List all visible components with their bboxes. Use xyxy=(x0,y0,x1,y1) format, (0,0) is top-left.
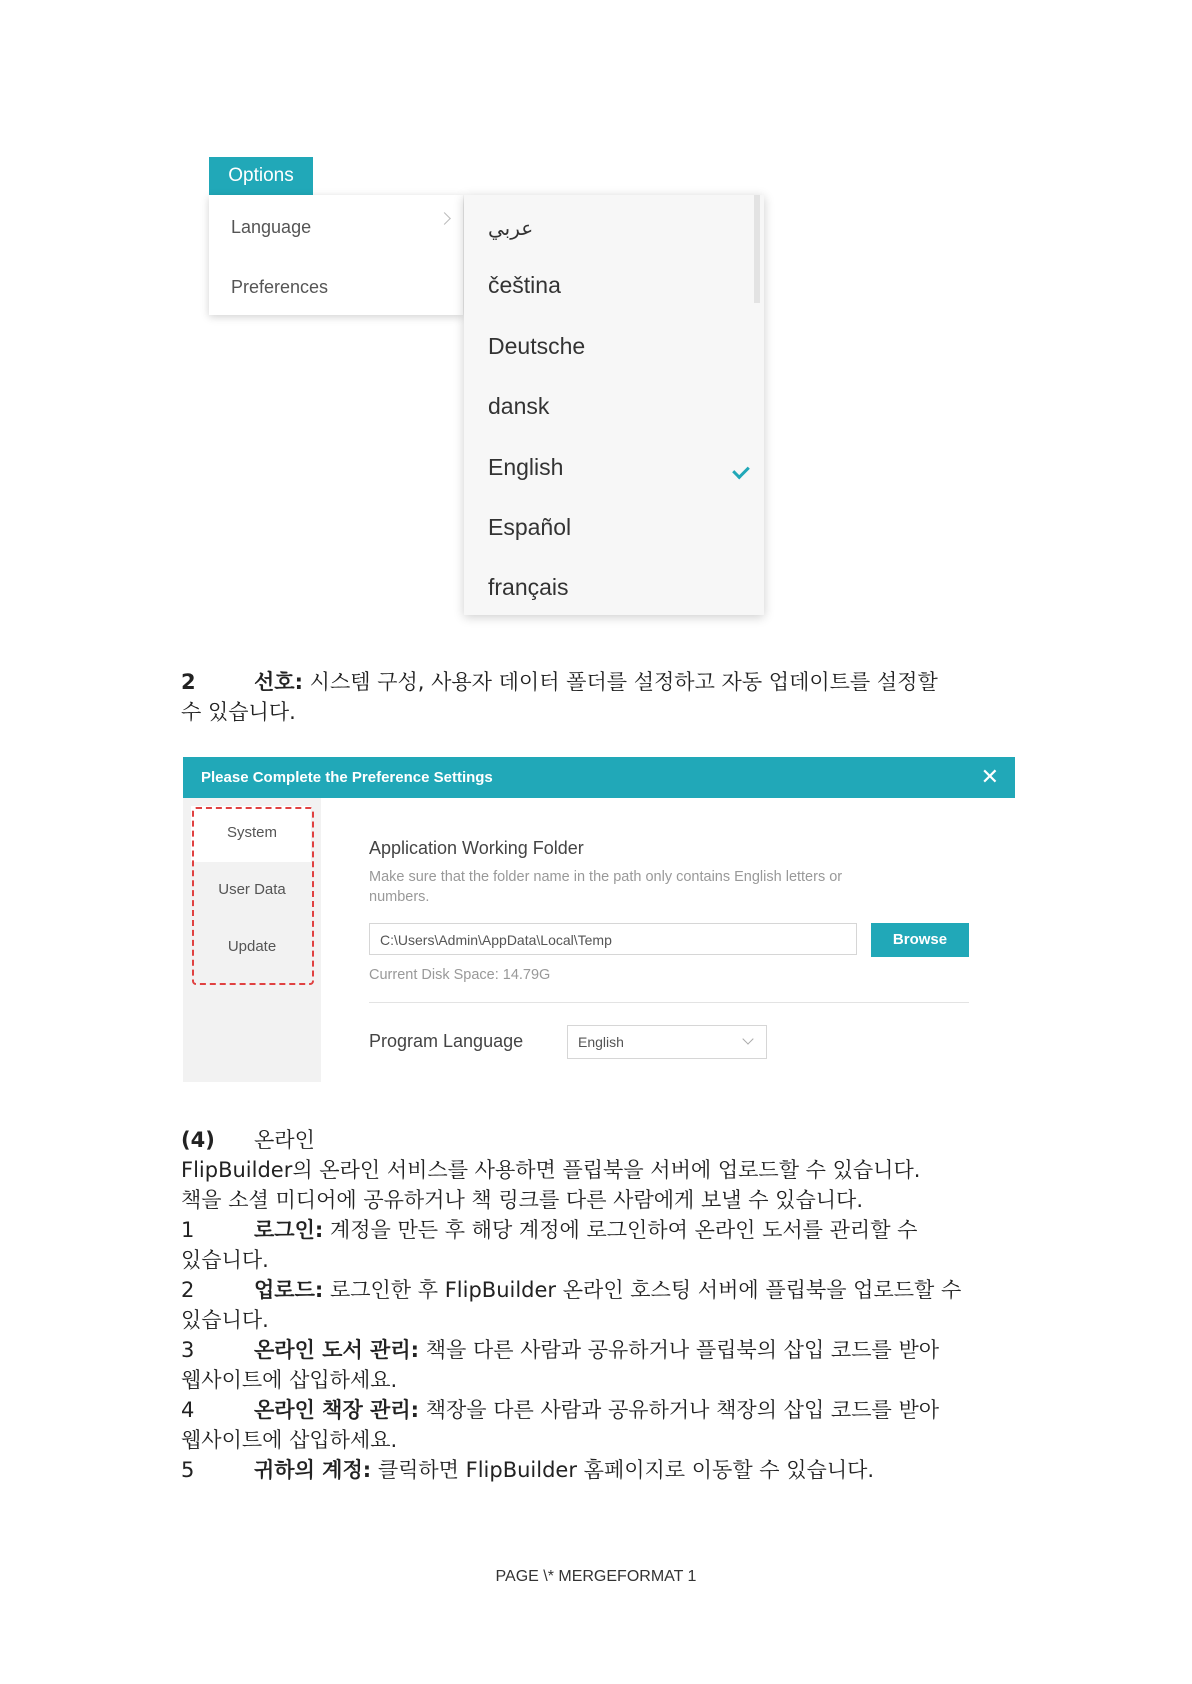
program-language-label: Program Language xyxy=(369,1031,524,1051)
options-tab[interactable]: Options xyxy=(209,157,313,195)
item-term: 온라인 책장 관리: xyxy=(254,1398,420,1422)
browse-button[interactable]: Browse xyxy=(871,923,969,957)
folder-path-input[interactable]: C:\Users\Admin\AppData\Local\Temp xyxy=(369,923,857,955)
language-option-danish[interactable]: dansk xyxy=(488,393,550,419)
item-text: 클릭하면 FlipBuilder 홈페이지로 이동할 수 있습니다. xyxy=(371,1458,875,1482)
sidebar-item-update[interactable]: Update xyxy=(227,938,277,955)
language-submenu xyxy=(464,195,764,615)
folder-title: Application Working Folder xyxy=(369,838,584,858)
language-option-german[interactable]: Deutsche xyxy=(488,333,586,359)
item-text: 로그인한 후 FlipBuilder 온라인 호스팅 서버에 플립북을 업로드할 수 xyxy=(323,1278,962,1302)
item-term: 온라인 도서 관리: xyxy=(254,1338,420,1362)
online-intro-line-1: FlipBuilder의 온라인 서비스를 사용하면 플립북을 서버에 업로드할 수 있습니다. xyxy=(181,1158,921,1182)
item-text: 계정을 만든 후 해당 계정에 로그인하여 온라인 도서를 관리할 수 xyxy=(323,1218,918,1242)
heading-text: 온라인 xyxy=(254,1128,315,1152)
disk-space-text: Current Disk Space: 14.79G xyxy=(369,967,551,983)
language-option-spanish[interactable]: Español xyxy=(488,514,572,540)
chevron-right-icon xyxy=(438,212,451,225)
highlight-box xyxy=(192,807,314,985)
item-number: 2 xyxy=(181,670,196,694)
sidebar-item-user-data[interactable]: User Data xyxy=(218,881,286,898)
item-number: 2 xyxy=(181,1278,195,1302)
language-option-french[interactable]: français xyxy=(488,574,569,600)
dialog-title: Please Complete the Preference Settings xyxy=(201,769,493,786)
dialog-header xyxy=(183,757,1015,798)
dialog-sidebar xyxy=(183,798,321,1082)
program-language-select[interactable] xyxy=(567,1025,767,1059)
folder-hint-line-1: Make sure that the folder name in the path only contains English letters or xyxy=(369,869,843,885)
item-term: 선호: xyxy=(254,670,303,694)
check-icon xyxy=(732,462,750,480)
close-icon[interactable]: ✕ xyxy=(980,765,999,790)
language-option-czech[interactable]: čeština xyxy=(488,272,561,298)
item-text-wrap: 있습니다. xyxy=(181,1308,269,1332)
item-number: 1 xyxy=(181,1218,195,1242)
item-text-wrap: 웹사이트에 삽입하세요. xyxy=(181,1428,398,1452)
item-text-wrap: 웹사이트에 삽입하세요. xyxy=(181,1368,398,1392)
item-term: 로그인: xyxy=(254,1218,324,1242)
heading-number: (4) xyxy=(181,1128,215,1152)
menu-item-language[interactable]: Language xyxy=(231,217,312,237)
online-intro-line-2: 책을 소셜 미디어에 공유하거나 책 링크를 다른 사람에게 보낼 수 있습니다. xyxy=(181,1188,864,1212)
item-text-wrap: 있습니다. xyxy=(181,1248,269,1272)
preference-dialog xyxy=(183,757,1015,1082)
item-text: 책을 다른 사람과 공유하거나 플립북의 삽입 코드를 받아 xyxy=(419,1338,940,1362)
item-number: 4 xyxy=(181,1398,195,1422)
page-footer: PAGE \* MERGEFORMAT 1 xyxy=(495,1568,697,1585)
program-language-value: English xyxy=(578,1034,624,1050)
language-option-arabic[interactable]: عربي xyxy=(488,218,534,240)
options-menu xyxy=(209,195,463,315)
sidebar-item-system[interactable]: System xyxy=(226,824,277,841)
chevron-down-icon xyxy=(742,1033,753,1044)
submenu-scrollbar[interactable] xyxy=(754,195,760,303)
item-text: 책장을 다른 사람과 공유하거나 책장의 삽입 코드를 받아 xyxy=(419,1398,940,1422)
divider xyxy=(369,1002,969,1003)
folder-hint-line-2: numbers. xyxy=(369,889,430,905)
item-term: 귀하의 계정: xyxy=(254,1458,372,1482)
menu-item-preferences[interactable]: Preferences xyxy=(231,277,329,297)
item-text-wrap: 수 있습니다. xyxy=(181,700,296,724)
item-number: 5 xyxy=(181,1458,195,1482)
language-option-english[interactable]: English xyxy=(488,454,564,480)
item-number: 3 xyxy=(181,1338,195,1362)
item-text: 시스템 구성, 사용자 데이터 폴더를 설정하고 자동 업데이트를 설정할 xyxy=(302,670,938,694)
item-term: 업로드: xyxy=(254,1278,324,1302)
